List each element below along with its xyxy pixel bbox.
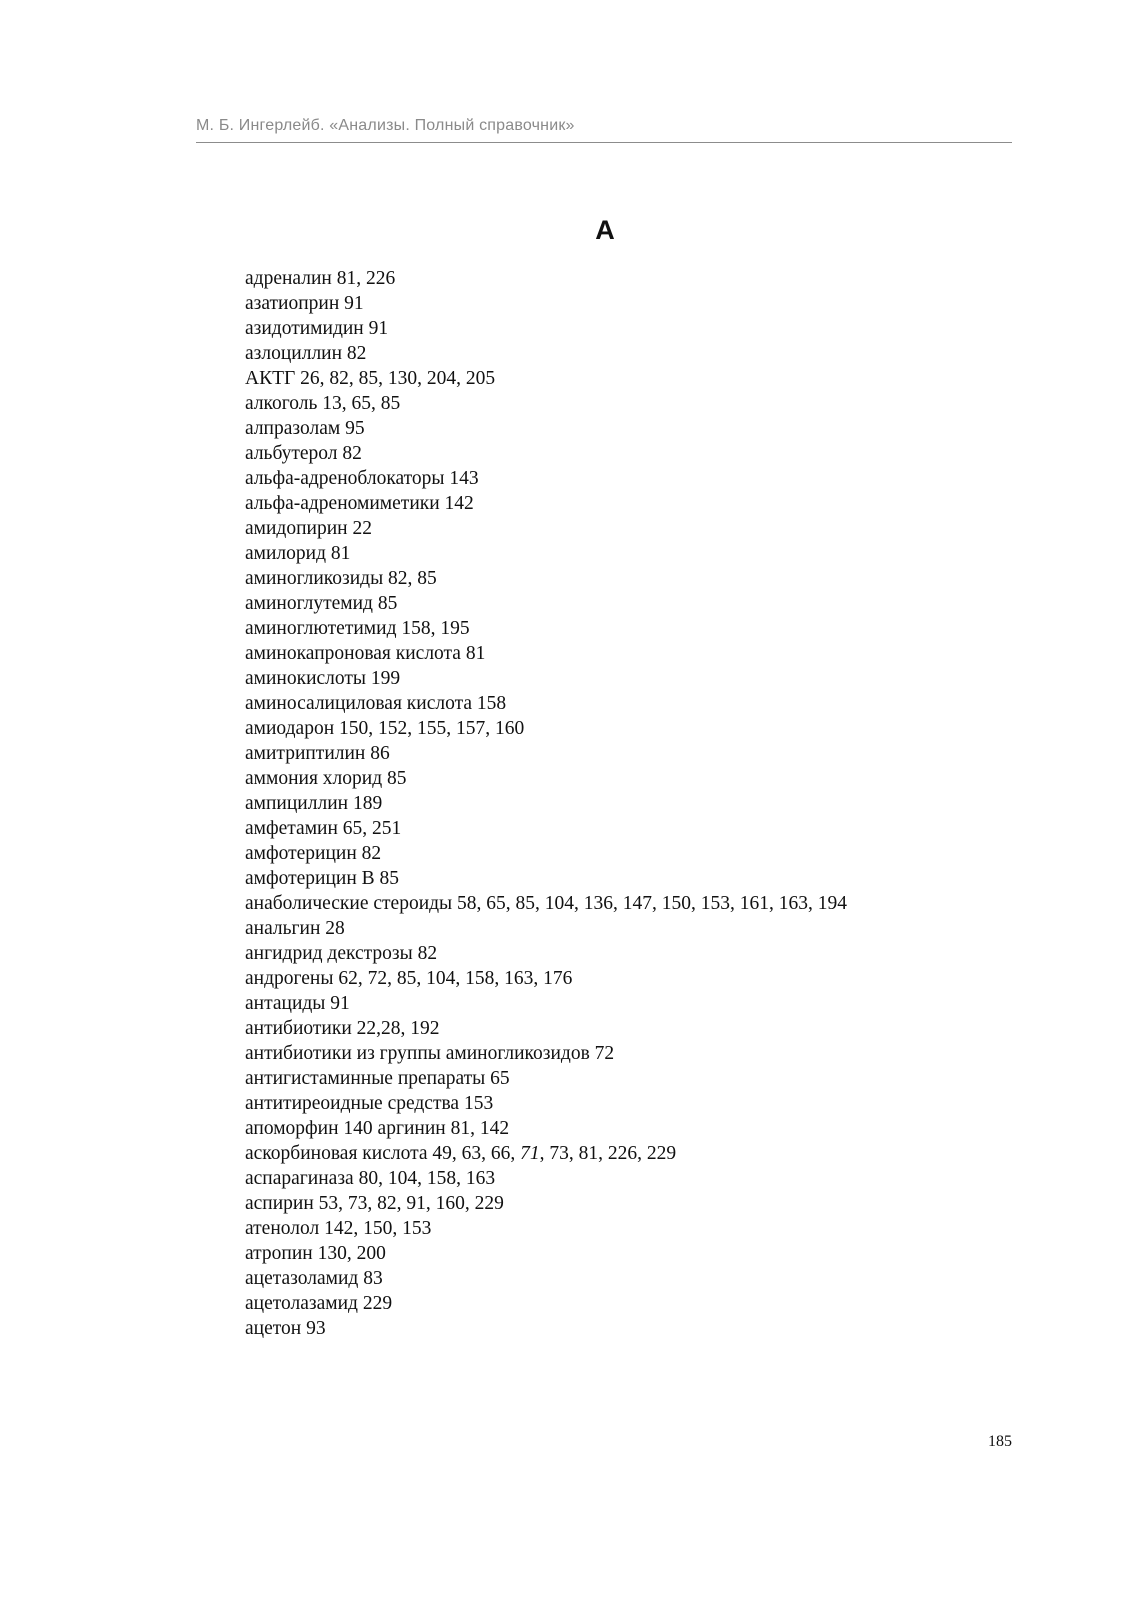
index-entry: аминокислоты 199 <box>245 668 401 689</box>
index-entry: амфетамин 65, 251 <box>245 818 402 839</box>
index-entry: азидотимидин 91 <box>245 318 389 339</box>
index-entry: ампициллин 189 <box>245 793 383 814</box>
index-entry: аминокапроновая кислота 81 <box>245 643 486 664</box>
index-entry: амфотерицин В 85 <box>245 868 400 889</box>
section-letter: А <box>595 215 615 245</box>
index-entry: ацетазоламид 83 <box>245 1268 383 1289</box>
index-entry: ацетон 93 <box>245 1318 326 1339</box>
index-entry: алкоголь 13, 65, 85 <box>245 393 401 414</box>
header-rule <box>196 142 1012 143</box>
index-entry: аминоглутемид 85 <box>245 593 398 614</box>
index-entry: амфотерицин 82 <box>245 843 382 864</box>
index-entry: ацетолазамид 229 <box>245 1293 393 1314</box>
index-entry: аммония хлорид 85 <box>245 768 407 789</box>
index-entry-text: , 73, 81, 226, 229 <box>539 1143 677 1164</box>
index-entry-text: аскорбиновая кислота 49, 63, 66, <box>245 1143 521 1164</box>
index-entry: альбутерол 82 <box>245 443 362 464</box>
index-entry: АКТГ 26, 82, 85, 130, 204, 205 <box>245 368 496 389</box>
index-entry: аспирин 53, 73, 82, 91, 160, 229 <box>245 1193 504 1214</box>
running-header: М. Б. Ингерлейб. «Анализы. Полный справочник» <box>196 117 575 134</box>
index-entry: адреналин 81, 226 <box>245 268 396 289</box>
index-entry: аспарагиназа 80, 104, 158, 163 <box>245 1168 496 1189</box>
page-number: 185 <box>988 1433 1012 1450</box>
index-entry: амилорид 81 <box>245 543 351 564</box>
index-entry <box>245 1141 847 1166</box>
index-entry: анальгин 28 <box>245 918 345 939</box>
index-entry: амитриптилин 86 <box>245 743 390 764</box>
index-entries <box>245 266 847 1341</box>
index-entry: ангидрид декстрозы 82 <box>245 943 438 964</box>
index-entry: антитиреоидные средства 153 <box>245 1093 494 1114</box>
index-entry: амидопирин 22 <box>245 518 372 539</box>
index-entry: андрогены 62, 72, 85, 104, 158, 163, 176 <box>245 968 573 989</box>
index-entry-italic-page: 71 <box>520 1143 540 1164</box>
index-entry: аминоглютетимид 158, 195 <box>245 618 470 639</box>
index-entry: апоморфин 140 аргинин 81, 142 <box>245 1118 510 1139</box>
index-entry: атропин 130, 200 <box>245 1243 386 1264</box>
index-entry: альфа-адреномиметики 142 <box>245 493 474 514</box>
index-entry: анаболические стероиды 58, 65, 85, 104, 136, 147, 150, 153, 161, 163, 194 <box>245 893 848 914</box>
index-entry: антибиотики из группы аминогликозидов 72 <box>245 1043 615 1064</box>
index-entry: алпразолам 95 <box>245 418 365 439</box>
index-entry: азатиоприн 91 <box>245 293 364 314</box>
index-entry: аминосалициловая кислота 158 <box>245 693 507 714</box>
index-entry: антациды 91 <box>245 993 350 1014</box>
index-entry: антибиотики 22,28, 192 <box>245 1018 440 1039</box>
index-entry: антигистаминные препараты 65 <box>245 1068 510 1089</box>
index-entry: азлоциллин 82 <box>245 343 367 364</box>
index-entry: атенолол 142, 150, 153 <box>245 1218 432 1239</box>
index-entry: амиодарон 150, 152, 155, 157, 160 <box>245 718 525 739</box>
index-entry: альфа-адреноблокаторы 143 <box>245 468 479 489</box>
index-entry: аминогликозиды 82, 85 <box>245 568 437 589</box>
